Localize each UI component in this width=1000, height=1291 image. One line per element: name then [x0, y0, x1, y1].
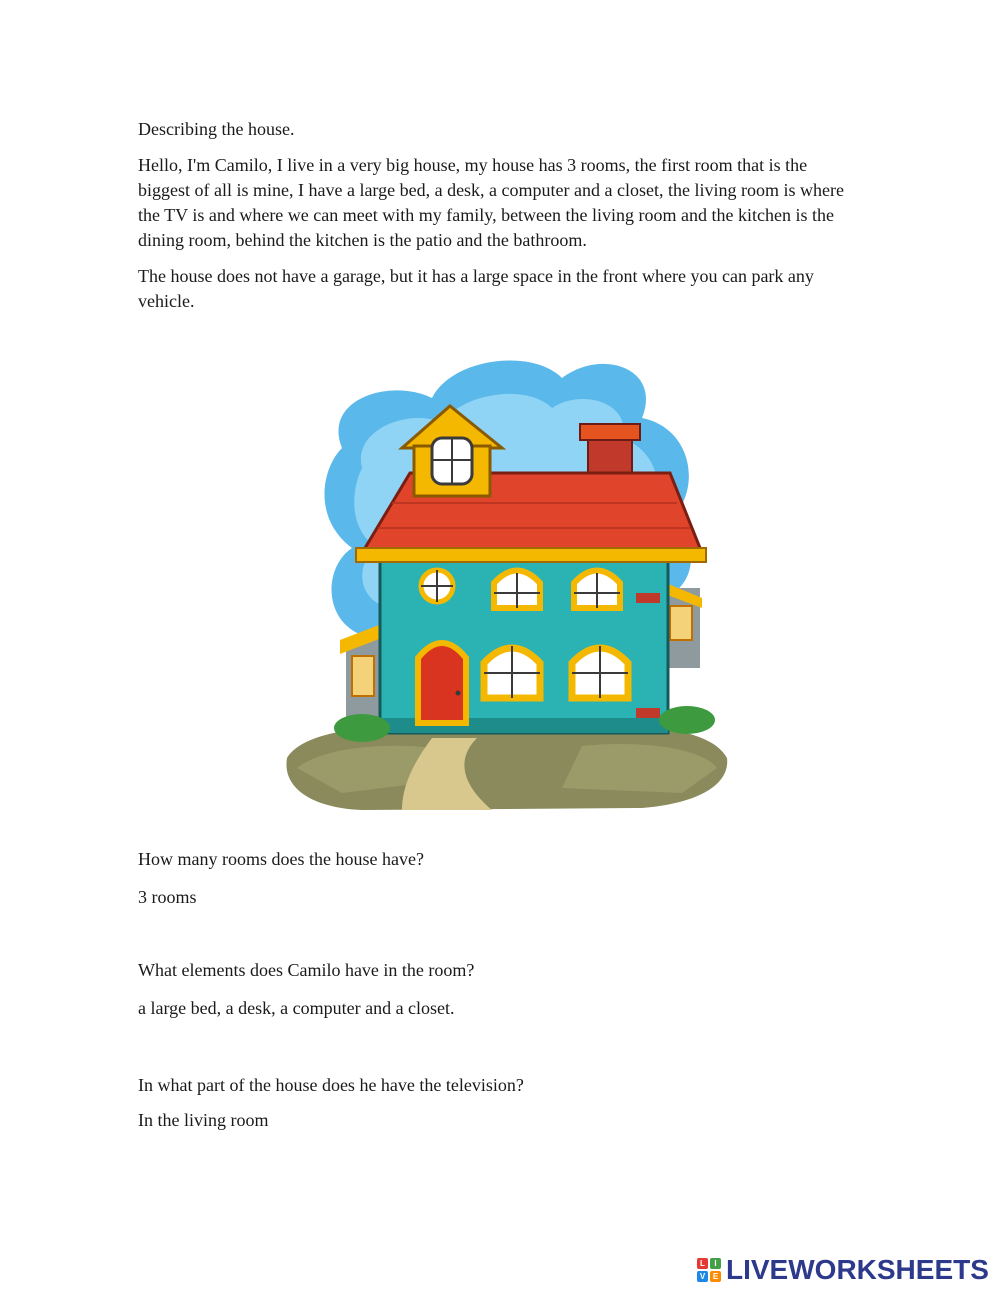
- logo-block: I: [710, 1258, 721, 1269]
- answer-2: a large bed, a desk, a computer and a closet.: [138, 998, 455, 1018]
- worksheet-title: Describing the house.: [138, 119, 295, 139]
- question-2: What elements does Camilo have in the room?: [138, 960, 475, 980]
- logo-block: E: [710, 1271, 721, 1282]
- house-icon: [282, 338, 730, 813]
- question-3: In what part of the house does he have the television?: [138, 1075, 524, 1095]
- story-paragraph-2: The house does not have a garage, but it has a large space in the front where you can park any vehicle.: [138, 266, 814, 311]
- liveworksheets-logo: [697, 1254, 989, 1286]
- logo-blocks-icon: [697, 1258, 721, 1282]
- logo-block: V: [697, 1271, 708, 1282]
- logo-block: L: [697, 1258, 708, 1269]
- logo-text: LIVEWORKSHEETS: [726, 1254, 989, 1285]
- question-1: How many rooms does the house have?: [138, 849, 424, 869]
- answer-1: 3 rooms: [138, 887, 197, 907]
- story-paragraph-1: Hello, I'm Camilo, I live in a very big house, my house has 3 rooms, the first room that is the biggest of all is mine, I have a large bed, a desk, a computer and a closet, the living room is where the TV is and where we can meet with my family, between the living room and the kitchen is the dining room, behind the kitchen is the patio and the bathroom.: [138, 155, 844, 250]
- answer-3: In the living room: [138, 1110, 269, 1130]
